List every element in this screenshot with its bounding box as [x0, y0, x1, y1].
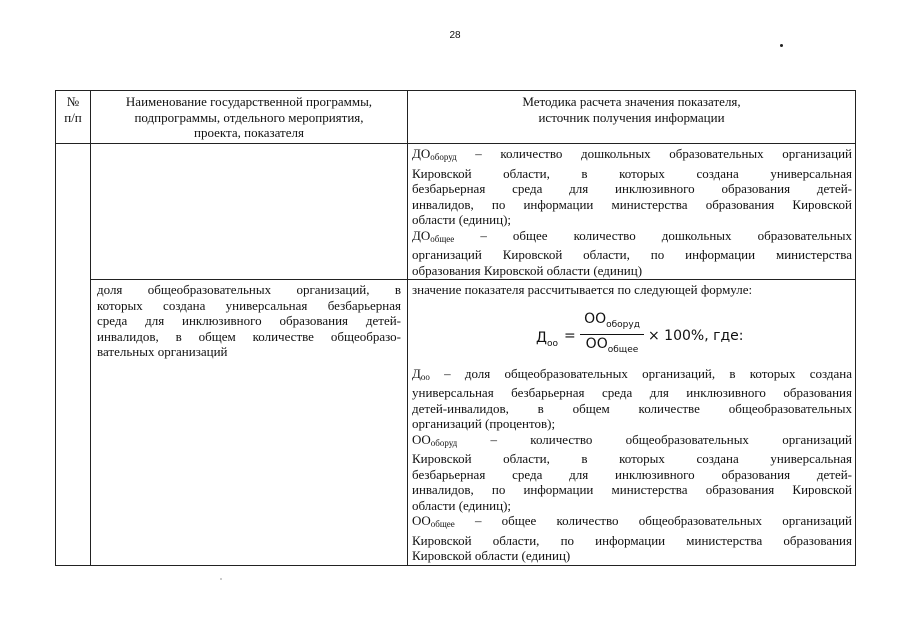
row-name-cell: [91, 144, 408, 280]
formula: [412, 298, 852, 366]
indicator-name-line: вательных организаций: [97, 344, 228, 359]
header-method-line: источник получения информации: [538, 109, 725, 125]
definition-line: $ОО_{общее}$ – общее количество общеобразовательных организаций: [412, 513, 852, 529]
definition-line: безбарьерная среда для инклюзивного образования детей-: [412, 181, 852, 196]
header-name-cell: [91, 91, 408, 144]
header-method-cell: [408, 91, 856, 144]
page-number: 28: [449, 30, 461, 41]
header-name-line: проекта, показателя: [194, 125, 304, 140]
indicator-name-line: инвалидов, в общем количестве общеобразо-: [97, 328, 401, 344]
formula-equals: =: [564, 327, 576, 344]
definition-line: Кировской области (единиц): [412, 548, 571, 563]
indicator-name-line: доля общеобразовательных организаций, в: [97, 282, 401, 297]
indicator-table: [55, 90, 856, 566]
definition-line: универсальная безбарьерная среда для инклюзивного образования: [412, 385, 852, 400]
definition-line: $Д_{оо}$ – доля общеобразовательных организаций, в которых создана: [412, 365, 852, 382]
row-method-cell: [408, 144, 856, 280]
definition-line: безбарьерная среда для инклюзивного образования детей-: [412, 466, 852, 482]
header-number-line: №: [66, 94, 80, 109]
formula-multiplier: × 100%, где:: [648, 327, 744, 344]
definition-line: образования Кировской области (единиц): [412, 262, 643, 278]
definition-line: области (единиц);: [412, 497, 512, 513]
definition-line: Кировской области, в которых создана универсальная: [412, 451, 852, 466]
header-number-cell: [56, 91, 91, 144]
definition-line: инвалидов, по информации министерства образования Кировской: [412, 482, 852, 497]
table-row: [56, 144, 856, 280]
formula-intro: значение показателя рассчитывается по следующей формуле:: [412, 282, 753, 297]
header-name-line: Наименование государственной программы,: [125, 94, 373, 109]
definition-line: организаций Кировской области, по информации министерства: [412, 247, 852, 262]
definition-line: $ОО_{оборуд}$ – количество общеобразовательных организаций: [412, 431, 852, 448]
formula-lhs: $Д_{оо}$: [536, 329, 558, 349]
definition-line: области (единиц);: [412, 212, 512, 227]
definition-line: детей-инвалидов, в общем количестве общеобразовательных: [412, 400, 852, 416]
scan-speck: [220, 578, 222, 580]
row-name-cell: [91, 280, 408, 566]
definition-line: организаций (процентов);: [412, 416, 556, 431]
header-number-line: п/п: [64, 109, 82, 125]
formula-fraction: [580, 312, 644, 359]
row-method-cell: [408, 280, 856, 566]
header-method-line: Методика расчета значения показателя,: [522, 94, 741, 109]
formula-denominator: $ОО_{общее}$: [580, 334, 644, 358]
definition-line: Кировской области, по информации министерства образования: [412, 532, 852, 548]
definition-line: $ДО_{общее}$ – общее количество дошкольных образовательных: [412, 227, 852, 244]
row-number-cell: [56, 144, 91, 566]
formula-numerator: $ОО_{оборуд}$: [584, 310, 640, 330]
indicator-name-line: среда для инклюзивного образования детей-: [97, 313, 401, 328]
table-row: [56, 280, 856, 566]
definition-line: инвалидов, по информации министерства образования Кировской: [412, 196, 852, 212]
indicator-name-line: которых создана универсальная безбарьерная: [97, 297, 401, 313]
scan-speck: [780, 44, 783, 47]
table-header-row: [56, 91, 856, 144]
definition-line: $ДО_{оборуд}$ – количество дошкольных образовательных организаций: [412, 146, 852, 162]
header-name-line: подпрограммы, отдельного мероприятия,: [134, 109, 364, 125]
definition-line: Кировской области, в которых создана универсальная: [412, 165, 852, 181]
